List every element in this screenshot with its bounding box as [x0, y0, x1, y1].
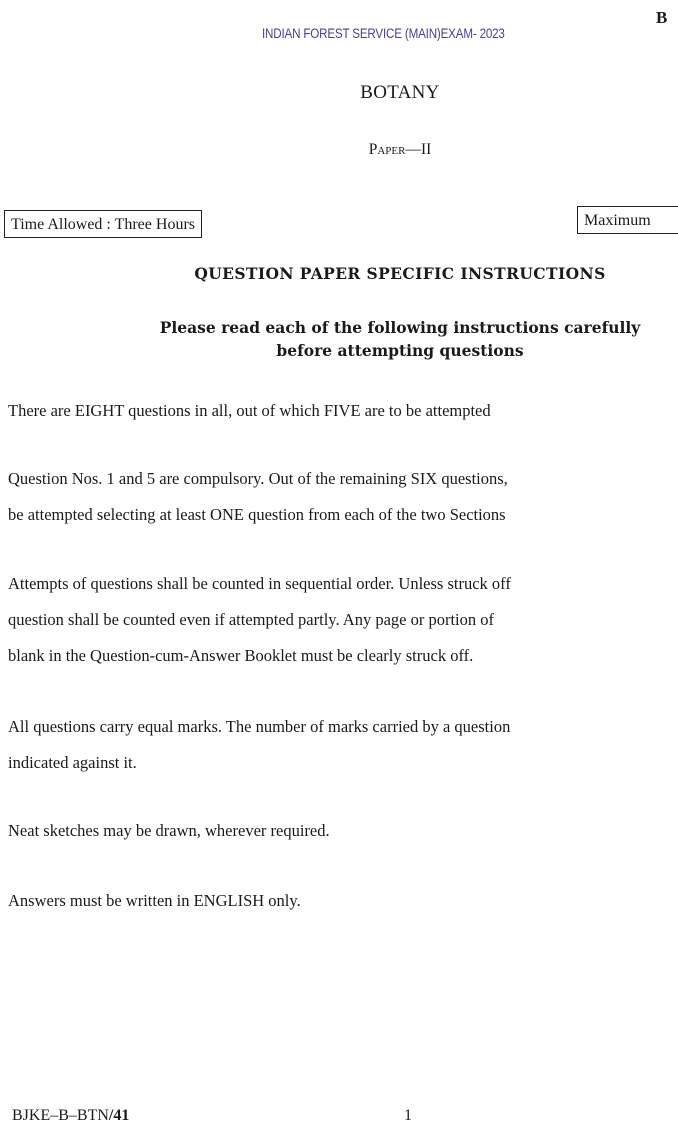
- instruction-1: [8, 393, 491, 429]
- instruction-line: Answers must be written in ENGLISH only.: [8, 891, 301, 910]
- instruction-6: [8, 883, 301, 919]
- instruction-5: [8, 813, 330, 849]
- instruction-line: Attempts of questions shall be counted in sequential order. Unless struck off: [8, 574, 511, 593]
- instruction-line: question shall be counted even if attempted partly. Any page or portion of: [8, 610, 495, 629]
- instruction-line: indicated against it.: [8, 753, 137, 772]
- instruction-4: [8, 709, 510, 781]
- paper-number: Paper—II: [368, 141, 432, 158]
- instruction-line: blank in the Question-cum-Answer Booklet must be clearly struck off.: [8, 646, 474, 665]
- booklet-code-prefix: BJKE–B–BTN: [12, 1107, 109, 1124]
- subject-title: BOTANY: [360, 82, 440, 103]
- instruction-line: Neat sketches may be drawn, wherever required.: [8, 821, 330, 840]
- exam-stamp: INDIAN FOREST SERVICE (MAIN)EXAM- 2023: [262, 26, 505, 41]
- read-note-line-2: before attempting questions: [276, 341, 524, 360]
- page-number: 1: [404, 1107, 412, 1124]
- instruction-line: All questions carry equal marks. The number of marks carried by a question: [8, 717, 511, 736]
- instruction-line: There are EIGHT questions in all, out of which FIVE are to be attempted: [8, 401, 491, 420]
- instructions-heading: QUESTION PAPER SPECIFIC INSTRUCTIONS: [194, 264, 606, 283]
- booklet-code: [12, 1107, 129, 1125]
- instruction-2: [8, 461, 508, 533]
- instruction-line: be attempted selecting at least ONE question from each of the two Sections: [8, 505, 506, 524]
- instruction-3: [8, 566, 511, 674]
- booklet-code-suffix: /41: [108, 1107, 130, 1124]
- corner-code: B: [656, 8, 668, 27]
- time-allowed-box: Time Allowed : Three Hours: [4, 210, 202, 238]
- read-note-line-1: Please read each of the following instructions carefully: [159, 318, 641, 337]
- instruction-line: Question Nos. 1 and 5 are compulsory. Out of the remaining SIX questions,: [8, 469, 508, 488]
- maximum-marks-box: Maximum: [577, 206, 678, 234]
